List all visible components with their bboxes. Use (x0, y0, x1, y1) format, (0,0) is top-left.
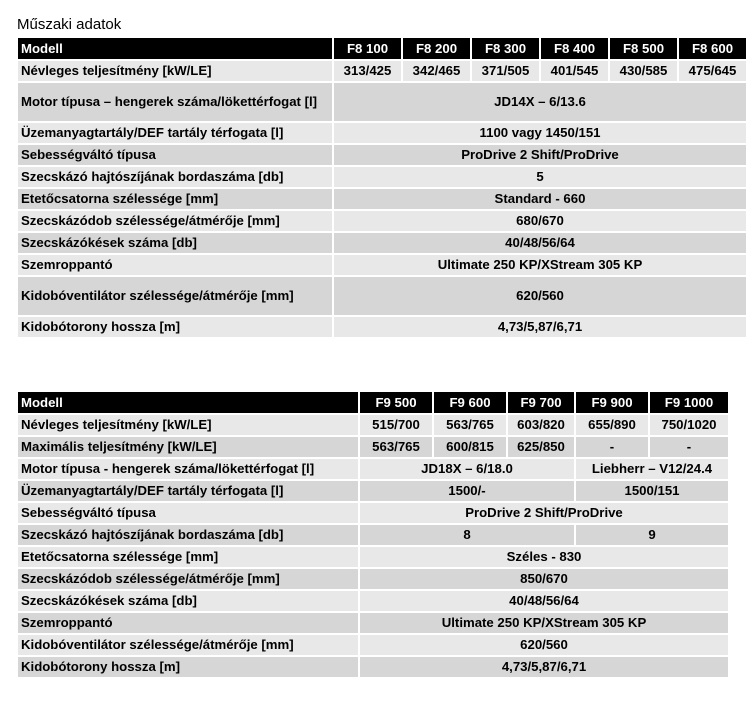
merged-value-cell: 680/670 (333, 210, 747, 232)
table-row (17, 316, 747, 338)
table-row (17, 60, 747, 82)
column-header-model-name: F8 200 (402, 37, 471, 60)
row-label: Névleges teljesítmény [kW/LE] (17, 60, 333, 82)
row-label: Maximális teljesítmény [kW/LE] (17, 436, 359, 458)
value-cell: 475/645 (678, 60, 747, 82)
specs-table-f9 (16, 390, 730, 679)
value-cell: 603/820 (507, 414, 575, 436)
row-label: Szecskázó hajtószíjának bordaszáma [db] (17, 166, 333, 188)
specs-table-f8 (16, 36, 748, 339)
table-row (17, 254, 747, 276)
table-row (17, 480, 729, 502)
table-row (17, 210, 747, 232)
merged-value-cell: 620/560 (359, 634, 729, 656)
value-cell: 655/890 (575, 414, 649, 436)
value-cell: 563/765 (359, 436, 433, 458)
column-header-model-name: F9 500 (359, 391, 433, 414)
column-header-model: Modell (17, 391, 359, 414)
merged-value-cell: 4,73/5,87/6,71 (333, 316, 747, 338)
merged-value-cell: Széles - 830 (359, 546, 729, 568)
row-label: Szecskázókések száma [db] (17, 590, 359, 612)
table-row (17, 232, 747, 254)
row-label: Kidobótorony hossza [m] (17, 316, 333, 338)
table-header-row (17, 391, 729, 414)
column-header-model-name: F8 100 (333, 37, 402, 60)
merged-value-cell: ProDrive 2 Shift/ProDrive (359, 502, 729, 524)
table-row (17, 82, 747, 122)
value-cell: 342/465 (402, 60, 471, 82)
row-label: Üzemanyagtartály/DEF tartály térfogata [l] (17, 480, 359, 502)
row-label: Etetőcsatorna szélessége [mm] (17, 546, 359, 568)
row-label: Szemroppantó (17, 254, 333, 276)
table-row (17, 122, 747, 144)
column-header-model-name: F8 300 (471, 37, 540, 60)
row-label: Szecskázódob szélessége/átmérője [mm] (17, 210, 333, 232)
table-row (17, 276, 747, 316)
group-value-cell: 9 (575, 524, 729, 546)
column-header-model-name: F8 400 (540, 37, 609, 60)
row-label: Üzemanyagtartály/DEF tartály térfogata [l] (17, 122, 333, 144)
column-header-model-name: F9 700 (507, 391, 575, 414)
value-cell: 430/585 (609, 60, 678, 82)
row-label: Szemroppantó (17, 612, 359, 634)
group-value-cell: 8 (359, 524, 575, 546)
value-cell: 600/815 (433, 436, 507, 458)
table-row (17, 568, 729, 590)
row-label: Motor típusa – hengerek száma/lökettérfogat [l] (17, 82, 333, 122)
row-label: Sebességváltó típusa (17, 502, 359, 524)
group-value-cell: Liebherr – V12/24.4 (575, 458, 729, 480)
row-label: Szecskázódob szélessége/átmérője [mm] (17, 568, 359, 590)
value-cell: 313/425 (333, 60, 402, 82)
column-header-model-name: F8 500 (609, 37, 678, 60)
column-header-model-name: F8 600 (678, 37, 747, 60)
value-cell: 750/1020 (649, 414, 729, 436)
table-row (17, 188, 747, 210)
group-value-cell: JD18X – 6/18.0 (359, 458, 575, 480)
column-header-model-name: F9 600 (433, 391, 507, 414)
merged-value-cell: 850/670 (359, 568, 729, 590)
value-cell: - (575, 436, 649, 458)
value-cell: 371/505 (471, 60, 540, 82)
row-label: Etetőcsatorna szélessége [mm] (17, 188, 333, 210)
table-row (17, 656, 729, 678)
value-cell: 515/700 (359, 414, 433, 436)
table-row (17, 414, 729, 436)
row-label: Kidobóventilátor szélessége/átmérője [mm] (17, 634, 359, 656)
merged-value-cell: Ultimate 250 KP/XStream 305 KP (359, 612, 729, 634)
row-label: Kidobóventilátor szélessége/átmérője [mm] (17, 276, 333, 316)
row-label: Szecskázó hajtószíjának bordaszáma [db] (17, 524, 359, 546)
row-label: Kidobótorony hossza [m] (17, 656, 359, 678)
merged-value-cell: 4,73/5,87/6,71 (359, 656, 729, 678)
merged-value-cell: JD14X – 6/13.6 (333, 82, 747, 122)
table-row (17, 524, 729, 546)
row-label: Motor típusa - hengerek száma/lökettérfogat [l] (17, 458, 359, 480)
table-row (17, 590, 729, 612)
column-header-model: Modell (17, 37, 333, 60)
merged-value-cell: 40/48/56/64 (359, 590, 729, 612)
row-label: Szecskázókések száma [db] (17, 232, 333, 254)
merged-value-cell: 1100 vagy 1450/151 (333, 122, 747, 144)
column-header-model-name: F9 900 (575, 391, 649, 414)
table-row (17, 612, 729, 634)
table-row (17, 502, 729, 524)
merged-value-cell: 5 (333, 166, 747, 188)
column-header-model-name: F9 1000 (649, 391, 729, 414)
merged-value-cell: Ultimate 250 KP/XStream 305 KP (333, 254, 747, 276)
group-value-cell: 1500/151 (575, 480, 729, 502)
value-cell: 625/850 (507, 436, 575, 458)
table-row (17, 436, 729, 458)
row-label: Sebességváltó típusa (17, 144, 333, 166)
group-value-cell: 1500/- (359, 480, 575, 502)
table-row (17, 546, 729, 568)
merged-value-cell: 620/560 (333, 276, 747, 316)
row-label: Névleges teljesítmény [kW/LE] (17, 414, 359, 436)
merged-value-cell: ProDrive 2 Shift/ProDrive (333, 144, 747, 166)
table-row (17, 166, 747, 188)
merged-value-cell: 40/48/56/64 (333, 232, 747, 254)
table-row (17, 144, 747, 166)
table-row (17, 634, 729, 656)
table-row (17, 458, 729, 480)
value-cell: - (649, 436, 729, 458)
page-title: Műszaki adatok (17, 16, 122, 33)
value-cell: 401/545 (540, 60, 609, 82)
value-cell: 563/765 (433, 414, 507, 436)
merged-value-cell: Standard - 660 (333, 188, 747, 210)
table-header-row (17, 37, 747, 60)
